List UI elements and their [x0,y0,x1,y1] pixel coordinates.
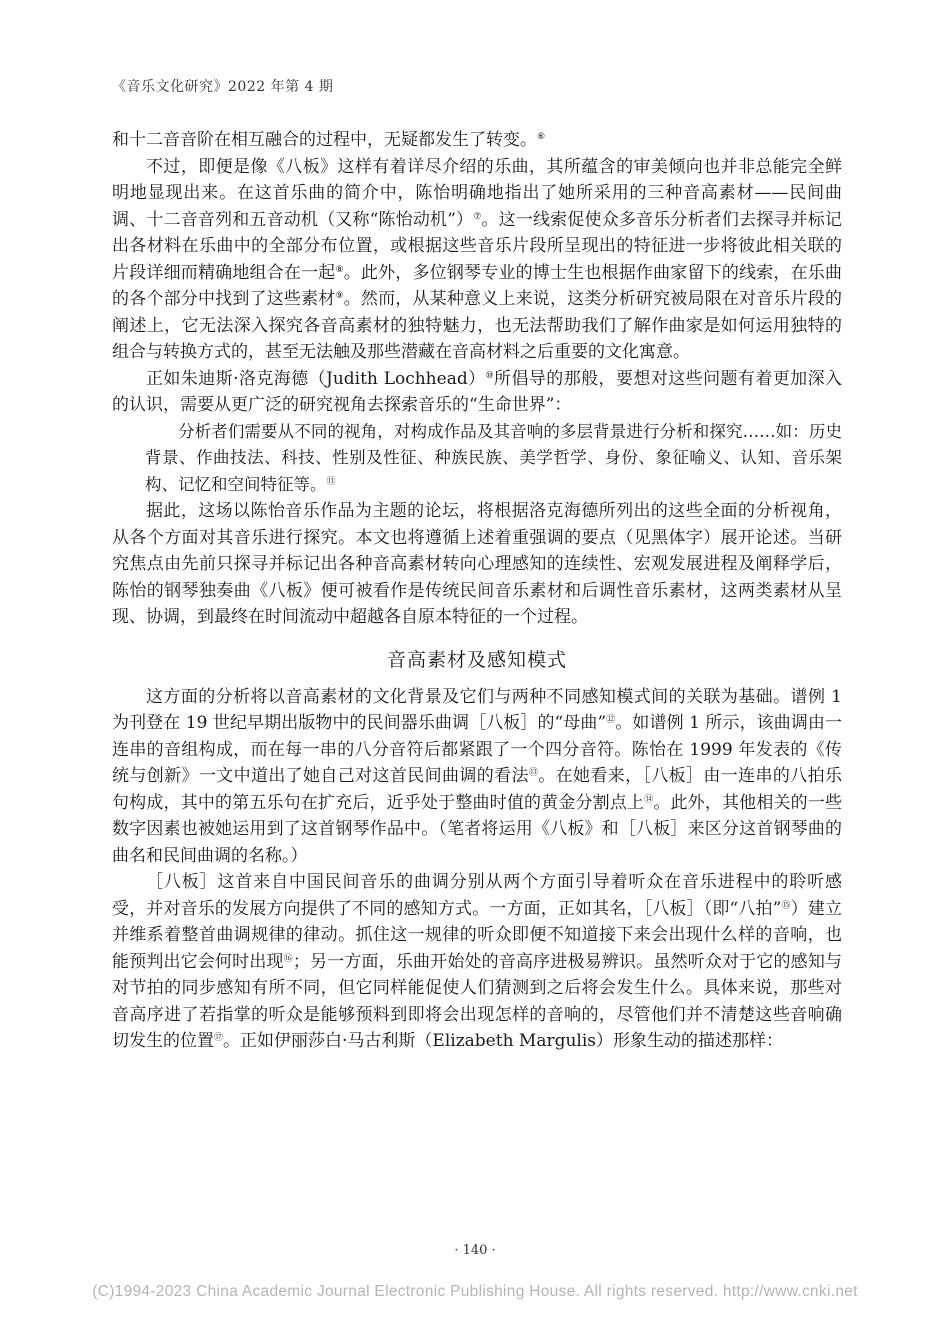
footnote-ref[interactable]: ⑦ [473,211,482,222]
footnote-ref[interactable]: ⑧ [335,264,344,275]
footnote-ref[interactable]: ⑥ [537,132,546,142]
footnote-ref[interactable]: ⑬ [528,768,539,778]
copyright-footer: (C)1994-2023 China Academic Journal Electronic Publishing House. All rights reserved. http://www.cnki.net [92,1283,858,1300]
footnote-ref[interactable]: ⑮ [781,900,791,911]
footnote-ref[interactable]: ⑰ [214,1033,224,1043]
paragraph: 正如朱迪斯·洛克海德（Judith Lochhead）⑩所倡导的那般，要想对这些问题有着更加深入的认识，需要从更广泛的研究视角去探索音乐的“生命世界”： [112,368,842,415]
article-body [112,127,842,1055]
paragraph-continuation: 和十二音音阶在相互融合的过程中，无疑都发生了转变。⑥ [112,130,546,150]
footnote-ref[interactable]: ⑪ [326,476,336,487]
block-quote: 分析者们需要从不同的视角，对构成作品及其音响的多层背景进行分析和探究……如：历史背景、作曲技法、科技、性别及性征、种族民族、美学哲学、身份、象征喻义、认知、音乐架构、记忆和空间特征等。⑪ [145,421,842,494]
section-heading: 音高素材及感知模式 [386,648,567,671]
paragraph: ［八板］这首来自中国民间音乐的曲调分别从两个方面引导着听众在音乐进程中的聆听感受，并对音乐的发展方向提供了不同的感知方式。一方面，正如其名，［八板］（即“八拍”⑮）建立并维系着整首曲调规律的律动。抓住这一规律的听众即便不知道接下来会出现什么样的音响，也能预判出它会何时出现⑯；另一方面，乐曲开始处的音高序进极易辨识。虽然听众对于它的感知与对节拍的同步感知有所不同，但它同样能促使人们猜测到之后将会发生什么。具体来说，那些对音高序进了若指掌的听众是能够预料到即将会出现怎样的音响的，尽管他们并不清楚这些音响确切发生的位置⑰。正如伊丽莎白·马古利斯（Elizabeth Margulis）形象生动的描述那样： [112,872,842,1051]
footnote-ref[interactable]: ⑭ [644,794,654,805]
footnote-ref[interactable]: ⑯ [283,953,293,964]
page-number: · 140 · [454,1243,496,1258]
footnote-ref[interactable]: ⑨ [335,291,344,301]
paragraph: 据此，这场以陈怡音乐作品为主题的论坛，将根据洛克海德所列出的这些全面的分析视角，从各个方面对其音乐进行探究。本文也将遵循上述着重强调的要点（见黑体字）展开论述。当研究焦点由先前只探寻并标记出各种音高素材转向心理感知的连续性、宏观发展进程及阐释学后，陈怡的钢琴独奏曲《八板》便可被看作是传统民间音乐素材和后调性音乐素材，这两类素材从呈现、协调，到最终在时间流动中超越各自原本特征的一个过程。 [112,501,842,627]
footnote-ref[interactable]: ⑩ [485,370,495,381]
paragraph: 这方面的分析将以音高素材的文化背景及它们与两种不同感知模式间的关联为基础。谱例 1 为刊登在 19 世纪早期出版物中的民间器乐曲调［八板］的“母曲”⑫。如谱例 1 所示，该曲调由一连串的音组构成，而在每一串的八分音符后都紧跟了一个四分音符。陈怡在 1999 年发表的《传统与创新》一文中道出了她自己对这首民间曲调的看法⑬。在她看来，［八板］由一连串的八拍乐句构成，其中的第五乐句在扩充后，近乎处于整曲时值的黄金分割点上⑭。此外，其他相关的一些数字因素也被她运用到了这首钢琴作品中。（笔者将运用《八板》和［八板］来区分这首钢琴曲的曲名和民间曲调的名称。） [112,686,843,866]
running-header: 《音乐文化研究》2022 年第 4 期 [112,79,334,95]
footnote-ref[interactable]: ⑫ [606,715,616,725]
paragraph: 不过，即便是像《八板》这样有着详尽介绍的乐曲，其所蕴含的审美倾向也并非总能完全鲜明地显现出来。在这首乐曲的简介中，陈怡明确地指出了她所采用的三种音高素材——民间曲调、十二音音列和五音动机（又称“陈怡动机”）⑦。这一线索促使众多音乐分析者们去探寻并标记出各材料在乐曲中的全部分布位置，或根据这些音乐片段所呈现出的特征进一步将彼此相关联的片段详细而精确地组合在一起⑧。此外，多位钢琴专业的博士生也根据作曲家留下的线索，在乐曲的各个部分中找到了这些素材⑨。然而，从某种意义上来说，这类分析研究被局限在对音乐片段的阐述上，它无法深入探究各音高素材的独特魅力，也无法帮助我们了解作曲家是如何运用独特的组合与转换方式的，甚至无法触及那些潜藏在音高材料之后重要的文化寓意。 [112,156,842,362]
